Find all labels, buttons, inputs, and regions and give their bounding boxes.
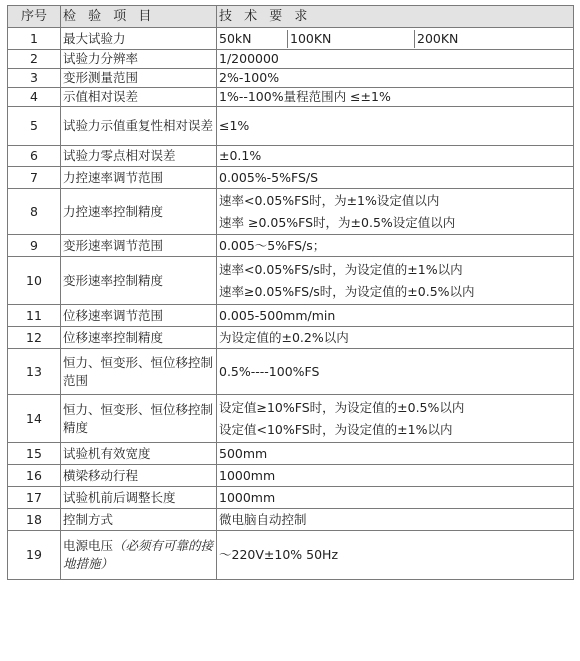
row-number: 15 [8, 443, 61, 465]
table-row [8, 28, 574, 50]
table-row [8, 107, 574, 146]
item-name: 试验力零点相对误差 [63, 148, 176, 163]
row-number: 12 [8, 327, 61, 349]
requirement-line: 2%-100% [219, 70, 280, 85]
item-name: 电源电压 [63, 538, 114, 553]
requirement-cell [217, 443, 574, 465]
requirement-line: ±0.1% [219, 148, 262, 163]
item-name: 位移速率调节范围 [63, 307, 164, 323]
requirement-cell [217, 107, 574, 146]
row-number: 10 [8, 257, 61, 305]
table-row [8, 88, 574, 107]
item-name: 横梁移动行程 [63, 467, 139, 483]
requirement-line: 1000mm [219, 489, 276, 505]
table-row [8, 305, 574, 327]
row-number: 16 [8, 465, 61, 487]
row-number: 14 [8, 395, 61, 443]
requirement-line: 0.005～5%FS/s； [219, 237, 326, 253]
item-name-cell [61, 327, 217, 349]
item-name-cell [61, 349, 217, 395]
table-row [8, 349, 574, 395]
requirement-line: 0.5%----100%FS [219, 363, 320, 379]
requirement-cell [217, 509, 574, 531]
requirement-cell [217, 50, 574, 69]
header-no: 序号 [8, 6, 61, 28]
requirement-cell [217, 189, 574, 235]
table-row [8, 531, 574, 580]
requirement-line: 设定值<10%FS时，为设定值的±1%以内 [219, 421, 453, 437]
requirement-cell [217, 395, 574, 443]
requirement-line: ≤1% [219, 118, 250, 133]
item-name: 力控速率控制精度 [63, 203, 164, 219]
capacity-value: 200KN [414, 30, 458, 48]
header-item: 检 验 项 目 [61, 6, 217, 28]
requirement-cell [217, 305, 574, 327]
item-name: 试验力示值重复性相对误差 [63, 118, 214, 133]
row-number: 18 [8, 509, 61, 531]
requirement-cell [217, 28, 574, 50]
item-name: 变形测量范围 [63, 70, 139, 85]
item-name-cell [61, 50, 217, 69]
table-row [8, 487, 574, 509]
table-row [8, 443, 574, 465]
item-name: 变形速率调节范围 [63, 237, 164, 253]
item-name-cell [61, 531, 217, 580]
item-name-cell [61, 146, 217, 167]
item-name-cell [61, 443, 217, 465]
requirement-cell [217, 531, 574, 580]
requirement-cell [217, 146, 574, 167]
item-name: 变形速率控制精度 [63, 272, 164, 288]
requirement-cell [217, 327, 574, 349]
row-number: 13 [8, 349, 61, 395]
requirement-cell [217, 465, 574, 487]
requirement-line: 速率 ≥0.05%FS时，为±0.5%设定值以内 [219, 214, 456, 230]
requirement-line: 1%--100%量程范围内 ≤±1% [219, 89, 391, 104]
table-row [8, 146, 574, 167]
requirement-cell [217, 235, 574, 257]
row-number: 8 [8, 189, 61, 235]
requirement-line: 1/200000 [219, 51, 279, 66]
item-name: 试验机有效宽度 [63, 445, 151, 461]
item-name-cell [61, 69, 217, 88]
item-name: 控制方式 [63, 511, 114, 527]
row-number: 2 [8, 50, 61, 69]
table-row [8, 69, 574, 88]
requirement-line: ～220V±10% 50Hz [219, 547, 339, 562]
requirement-line: 速率≥0.05%FS/s时，为设定值的±0.5%以内 [219, 283, 475, 299]
row-number: 11 [8, 305, 61, 327]
row-number: 9 [8, 235, 61, 257]
table-row [8, 509, 574, 531]
row-number: 6 [8, 146, 61, 167]
table-row [8, 395, 574, 443]
item-name: 恒力、恒变形、恒位移控制精度 [63, 401, 214, 435]
item-name: 示值相对误差 [63, 89, 139, 104]
item-name-cell [61, 88, 217, 107]
requirement-line: 为设定值的±0.2%以内 [219, 329, 349, 345]
item-name: 试验机前后调整长度 [63, 489, 176, 505]
row-number: 4 [8, 88, 61, 107]
requirement-cell [217, 88, 574, 107]
item-name: 试验力分辨率 [63, 51, 139, 66]
spec-table [7, 5, 574, 580]
row-number: 17 [8, 487, 61, 509]
table-row [8, 465, 574, 487]
item-name-cell [61, 395, 217, 443]
requirement-line: 0.005-500mm/min [219, 307, 336, 323]
table-row [8, 257, 574, 305]
capacity-options [217, 29, 573, 48]
item-name: 恒力、恒变形、恒位移控制范围 [63, 354, 214, 388]
capacity-value: 50kN [219, 30, 252, 46]
item-name-cell [61, 189, 217, 235]
item-name-cell [61, 235, 217, 257]
item-name: 力控速率调节范围 [63, 169, 164, 185]
row-number: 1 [8, 28, 61, 50]
requirement-line: 速率<0.05%FS时，为±1%设定值以内 [219, 192, 440, 208]
item-name: 最大试验力 [63, 30, 126, 46]
table-row [8, 189, 574, 235]
item-name-cell [61, 509, 217, 531]
requirement-line: 设定值≥10%FS时，为设定值的±0.5%以内 [219, 399, 465, 415]
table-header-row [8, 6, 574, 28]
item-name-cell [61, 465, 217, 487]
item-name-cell [61, 487, 217, 509]
requirement-line: 500mm [219, 445, 268, 461]
capacity-value: 100KN [287, 30, 414, 48]
item-note: （必须有可靠的接地措施） [63, 538, 214, 571]
header-req: 技 术 要 求 [217, 6, 574, 28]
requirement-cell [217, 349, 574, 395]
row-number: 5 [8, 107, 61, 146]
item-name: 位移速率控制精度 [63, 329, 164, 345]
item-name-cell [61, 28, 217, 50]
requirement-line: 0.005%-5%FS/S [219, 169, 319, 185]
requirement-cell [217, 69, 574, 88]
table-row [8, 50, 574, 69]
row-number: 7 [8, 167, 61, 189]
item-name-cell [61, 257, 217, 305]
item-name-cell [61, 305, 217, 327]
table-row [8, 327, 574, 349]
requirement-cell [217, 257, 574, 305]
table-row [8, 235, 574, 257]
spec-table-body [8, 6, 574, 580]
requirement-cell [217, 167, 574, 189]
item-name-cell [61, 167, 217, 189]
requirement-line: 1000mm [219, 467, 276, 483]
requirement-line: 速率<0.05%FS/s时，为设定值的±1%以内 [219, 261, 463, 277]
requirement-line: 微电脑自动控制 [219, 511, 307, 527]
table-row [8, 167, 574, 189]
item-name-cell [61, 107, 217, 146]
row-number: 3 [8, 69, 61, 88]
requirement-cell [217, 487, 574, 509]
row-number: 19 [8, 531, 61, 580]
